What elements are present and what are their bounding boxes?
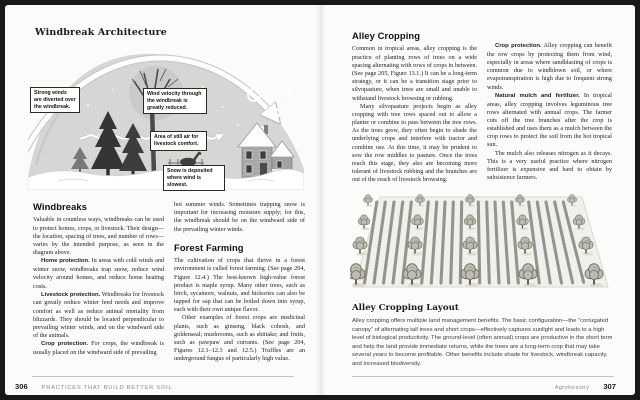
layout-caption-text: Alley cropping offers multiple land management benefits. The basic configuration—the “corrugated canopy” of alternating tall trees and short crops—effectively captures sunlight and leads to a high level of biological productivity. The ground-level (often annual) crops are productive in the short term and help the land provide immediate returns, while the trees are a long-term crop that may take several years to become profitable. Other benefits include shade for livestock, windbreak capacity, and increased biodiversity. bbox=[352, 318, 613, 368]
right-page-number: 307 bbox=[603, 382, 616, 391]
alley-cropping-p1: Common in tropical areas, alley cropping is the practice of planting rows of trees on a wide spacing alternating with rows of crops in between. (See page 205, Figure 13.1.) It can be a long-term strategy, or it can be a transition stage prior to silvopasture, when trees are small and unable to withstand livestock browsing or rubbing. bbox=[352, 45, 477, 102]
alley-cropping-p2: Many silvopasture projects begin as alley cropping with tree rows spaced out to allow a planter or combine to pass between the tree rows. As the trees grow, they often begin to shade the underlying crops and interfere with tractor and combine use. At this time, it may be prudent to sow the row middles to pasture. Once the trees reach this stage, they also are becoming more tolerant of livestock rubbing and the branches are out of the reach of livestock browsing. bbox=[352, 102, 477, 184]
windbreaks-continuation: hot summer winds. Sometimes trapping snow is important for increasing moisture supply; for this, the windbreak should be on the windward side of the prevailing winter winds. bbox=[174, 201, 305, 233]
right-column-1 bbox=[352, 30, 477, 185]
windbreak-diagram bbox=[28, 45, 304, 190]
right-page-columns bbox=[352, 30, 612, 185]
layout-caption-heading: Alley Cropping Layout bbox=[352, 303, 459, 313]
left-footer bbox=[15, 376, 294, 391]
forest-farming-heading: Forest Farming bbox=[174, 241, 244, 253]
alley-cropping-p3: The mulch also releases nitrogen as it decays. This is a very useful practice where nitrogen fertilizer is expensive and hard to obtain by subsistence farmers. bbox=[487, 149, 612, 182]
left-running-footer: PRACTICES THAT BUILD BETTER SOIL bbox=[41, 385, 173, 391]
callout-still-air: Area of still air for livestock comfort. bbox=[150, 131, 207, 151]
windbreaks-livestock-protection: Livestock protection. Windbreaks for livestock can greatly reduce winter feed needs and improve comfort as well as reduce animal mortality from blizzards. They should be located perpendicular to prevailing winter winds, and on the windward side of the animals. bbox=[33, 290, 165, 340]
alley-crop-protection: Crop protection. Alley cropping can benefit the row crops by protecting them from wind, especially in areas where sandblasting of crops is common due to windblown soil, or where evapotranspiration is high due to frequent strong winds. bbox=[487, 42, 612, 91]
alley-cropping-illustration bbox=[350, 183, 612, 301]
left-column-1 bbox=[33, 201, 164, 364]
diagram-title: Windbreak Architecture bbox=[35, 27, 167, 38]
right-column-2 bbox=[487, 30, 612, 185]
windbreaks-heading: Windbreaks bbox=[33, 201, 88, 212]
callout-wind-velocity: Wind velocity through the windbreak is greatly reduced. bbox=[143, 88, 207, 114]
windbreaks-intro: Valuable in countless ways, windbreaks can be used to protect homes, crops, or livestock. Their design—the location, spacing of trees, and number of rows—varies by the intended purpose, as seen in the diagram above. bbox=[33, 216, 164, 257]
callout-strong-winds: Strong winds are diverted over the windbreak. bbox=[30, 87, 80, 113]
windbreaks-home-protection: Home protection. In areas with cold winds and winter snow, windbreaks trap snow, reduce wind velocity around homes, and reduce home heating costs. bbox=[33, 257, 165, 290]
alley-cropping-figure bbox=[350, 183, 612, 301]
left-page-columns bbox=[33, 201, 305, 364]
page-gutter bbox=[316, 5, 326, 395]
forest-farming-p1: The cultivation of crops that thrive in a forest environment is called forest farming. (See page 204, Figure 12.4.) The best-known high-value forest product is maple syrup. Many other trees, such as birch, sycamore, walnuts, and hickories can also be tapped for sap that can be boiled down into syrup, each with their own unique flavor. bbox=[174, 257, 305, 314]
forest-farming-p2: Other examples of forest crops are medicinal plants, such as ginseng, black cohosh, and goldenseal; mushrooms, such as shiitake; and fruits, such as pawpaw and currants. (See page 204, Figures 12.1–12.3 and 12.5.) Truffles are an underground fungus of particularly high value. bbox=[174, 314, 305, 363]
book-spread bbox=[5, 5, 635, 395]
alley-natural-mulch: Natural mulch and fertilizer. In tropical areas, alley cropping involves leguminous tree rows alternated with annual crops. The farmer cuts off the tree branches after the crop is established and uses them as a mulch between the crop rows to protect the soil from the hot tropical sun. bbox=[487, 91, 612, 149]
right-footer bbox=[352, 376, 614, 391]
left-column-2 bbox=[174, 201, 305, 364]
callout-snow-deposit: Snow is deposited where wind is slowest. bbox=[163, 165, 225, 191]
windbreaks-crop-protection: Crop protection. For crops, the windbreak is usually placed on the windward side of prevailing bbox=[33, 340, 164, 357]
right-running-footer: Agroforestry bbox=[554, 385, 590, 391]
alley-cropping-heading: Alley Cropping bbox=[352, 30, 421, 41]
left-page-number: 306 bbox=[15, 382, 28, 391]
